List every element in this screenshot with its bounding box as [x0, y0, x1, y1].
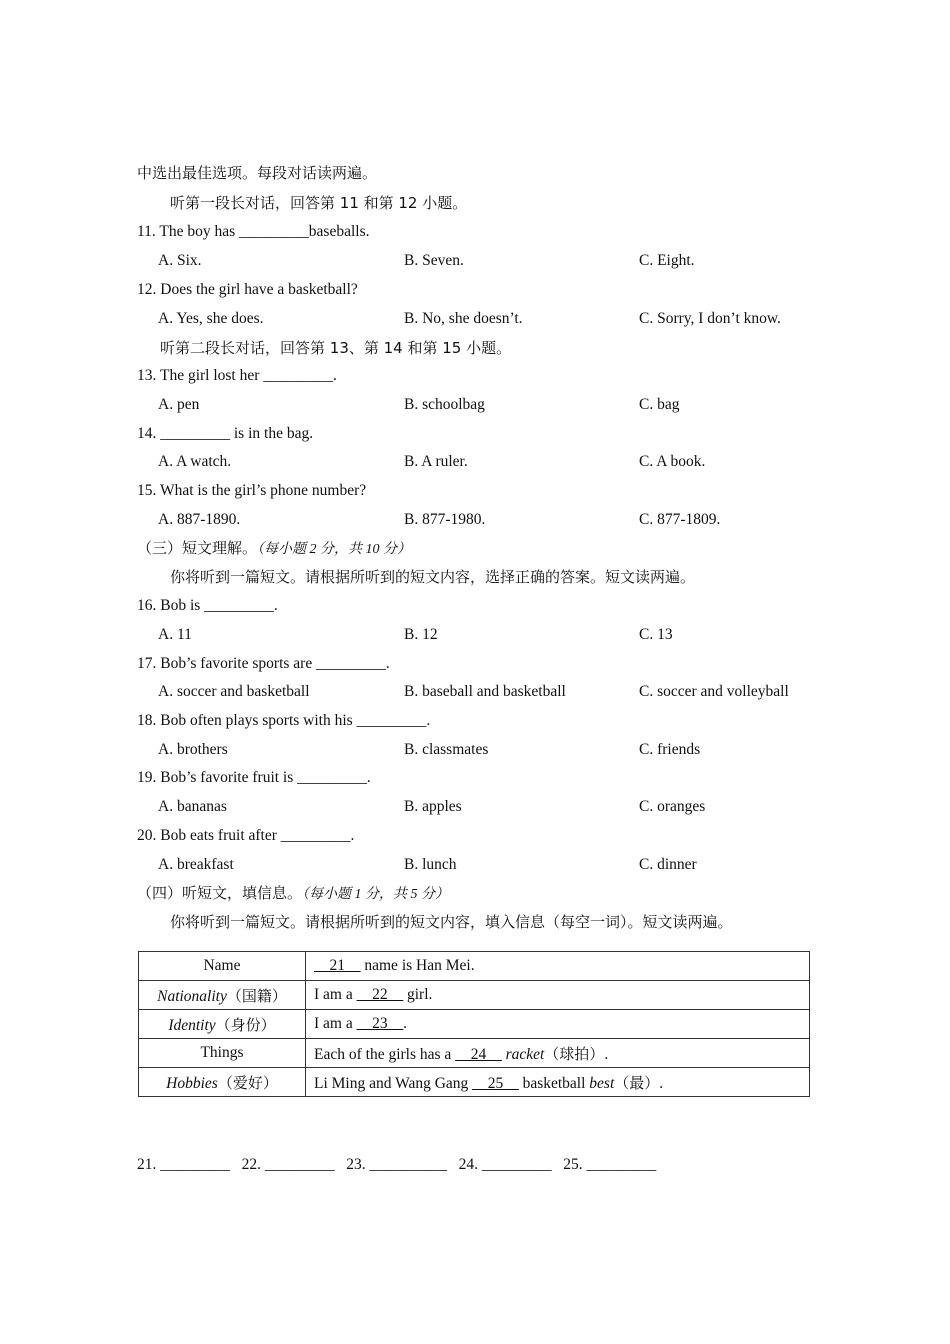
section4-heading — [137, 883, 449, 905]
option-19-c: C. oranges — [639, 798, 706, 815]
intro-line: 中选出最佳选项。每段对话读两遍。 — [137, 164, 378, 182]
row-key: Things — [139, 1039, 306, 1068]
part1-instruction: 听第一段长对话，回答第 11 和第 12 小题。 — [170, 194, 468, 212]
row-text: girl. — [403, 986, 433, 1003]
section4-score: （每小题 1 分，共 5 分） — [302, 887, 450, 902]
part2-instruction: 听第二段长对话，回答第 13、第 14 和第 15 小题。 — [160, 339, 512, 357]
option-19-a: A. bananas — [158, 798, 227, 815]
blank-25: __25__ — [472, 1074, 519, 1092]
option-12-a: A. Yes, she does. — [158, 310, 264, 327]
row-key-cn: （身份） — [215, 1015, 276, 1034]
question-13: 13. The girl lost her _________. — [137, 367, 337, 384]
blank-21: __21__ — [314, 957, 361, 974]
section3-title: （三）短文理解。 — [137, 539, 258, 557]
row-value — [306, 1010, 810, 1039]
row-value — [306, 952, 810, 981]
row-key-cn: （国籍） — [226, 986, 287, 1005]
option-15-a: A. 887-1890. — [158, 511, 241, 528]
row-text: . — [659, 1074, 664, 1092]
section3-score: （每小题 2 分，共 10 分） — [257, 542, 412, 557]
question-15: 15. What is the girl’s phone number? — [137, 482, 367, 499]
option-20-c: C. dinner — [639, 856, 697, 873]
option-18-b: B. classmates — [404, 741, 489, 758]
table-row — [139, 1010, 810, 1039]
table-row — [139, 1039, 810, 1068]
row-text: basketball — [518, 1074, 590, 1092]
question-17: 17. Bob’s favorite sports are _________. — [137, 655, 390, 672]
option-18-a: A. brothers — [158, 741, 228, 758]
option-16-a: A. 11 — [158, 626, 192, 643]
row-key — [139, 981, 306, 1010]
option-11-c: C. Eight. — [639, 252, 695, 269]
section4-title: （四）听短文，填信息。 — [137, 884, 303, 902]
row-key — [139, 1068, 306, 1097]
row-text: name is Han Mei. — [360, 957, 475, 974]
row-value — [306, 981, 810, 1010]
row-text: Each of the girls has a — [314, 1045, 456, 1063]
row-text: racket — [505, 1045, 545, 1063]
option-17-b: B. baseball and basketball — [404, 683, 566, 700]
option-14-a: A. A watch. — [158, 453, 232, 470]
section4-instruction: 你将听到一篇短文。请根据所听到的短文内容，填入信息（每空一词）。短文读两遍。 — [170, 913, 733, 931]
question-16: 16. Bob is _________. — [137, 597, 278, 614]
row-value — [306, 1039, 810, 1068]
option-20-a: A. breakfast — [158, 856, 234, 873]
question-19: 19. Bob’s favorite fruit is _________. — [137, 769, 371, 786]
option-20-b: B. lunch — [404, 856, 457, 873]
section3-heading — [137, 538, 411, 560]
option-12-b: B. No, she doesn’t. — [404, 310, 523, 327]
row-key-en: Hobbies — [166, 1074, 218, 1092]
row-key-cn: （爱好） — [217, 1073, 278, 1092]
row-text-cn: （最） — [614, 1073, 660, 1092]
row-text: . — [604, 1045, 609, 1063]
option-11-a: A. Six. — [158, 252, 202, 269]
blank-22: __22__ — [356, 986, 404, 1003]
blank-24: __24__ — [455, 1045, 502, 1063]
blank-23: __23__ — [356, 1015, 404, 1032]
row-text-cn: （球拍） — [544, 1044, 605, 1063]
option-12-c: C. Sorry, I don’t know. — [639, 310, 781, 327]
question-20: 20. Bob eats fruit after _________. — [137, 827, 355, 844]
row-value — [306, 1068, 810, 1097]
question-14: 14. _________ is in the bag. — [137, 425, 314, 442]
option-17-a: A. soccer and basketball — [158, 683, 310, 700]
option-13-a: A. pen — [158, 396, 200, 413]
row-text: I am a — [314, 986, 357, 1003]
answer-blanks: 21. _________ 22. _________ 23. __________ 24. _________ 25. _________ — [137, 1156, 657, 1173]
row-text: Li Ming and Wang Gang — [314, 1074, 473, 1092]
option-19-b: B. apples — [404, 798, 462, 815]
option-16-b: B. 12 — [404, 626, 438, 643]
option-17-c: C. soccer and volleyball — [639, 683, 789, 700]
option-18-c: C. friends — [639, 741, 701, 758]
section3-instruction: 你将听到一篇短文。请根据所听到的短文内容，选择正确的答案。短文读两遍。 — [170, 568, 696, 586]
row-key: Name — [139, 952, 306, 981]
row-text: . — [403, 1015, 407, 1032]
question-12: 12. Does the girl have a basketball? — [137, 281, 358, 298]
row-key — [139, 1010, 306, 1039]
table-row — [139, 981, 810, 1010]
table-row — [139, 952, 810, 981]
option-13-b: B. schoolbag — [404, 396, 485, 413]
option-16-c: C. 13 — [639, 626, 673, 643]
row-key-en: Identity — [168, 1016, 216, 1034]
option-15-b: B. 877-1980. — [404, 511, 486, 528]
option-14-b: B. A ruler. — [404, 453, 468, 470]
info-table — [138, 951, 810, 1097]
option-13-c: C. bag — [639, 396, 680, 413]
option-14-c: C. A book. — [639, 453, 706, 470]
question-18: 18. Bob often plays sports with his _________. — [137, 712, 431, 729]
row-key-en: Nationality — [157, 987, 227, 1005]
question-11: 11. The boy has _________baseballs. — [137, 223, 370, 240]
option-11-b: B. Seven. — [404, 252, 464, 269]
row-text: best — [589, 1074, 615, 1092]
table-row — [139, 1068, 810, 1097]
row-text: I am a — [314, 1015, 357, 1032]
option-15-c: C. 877-1809. — [639, 511, 721, 528]
